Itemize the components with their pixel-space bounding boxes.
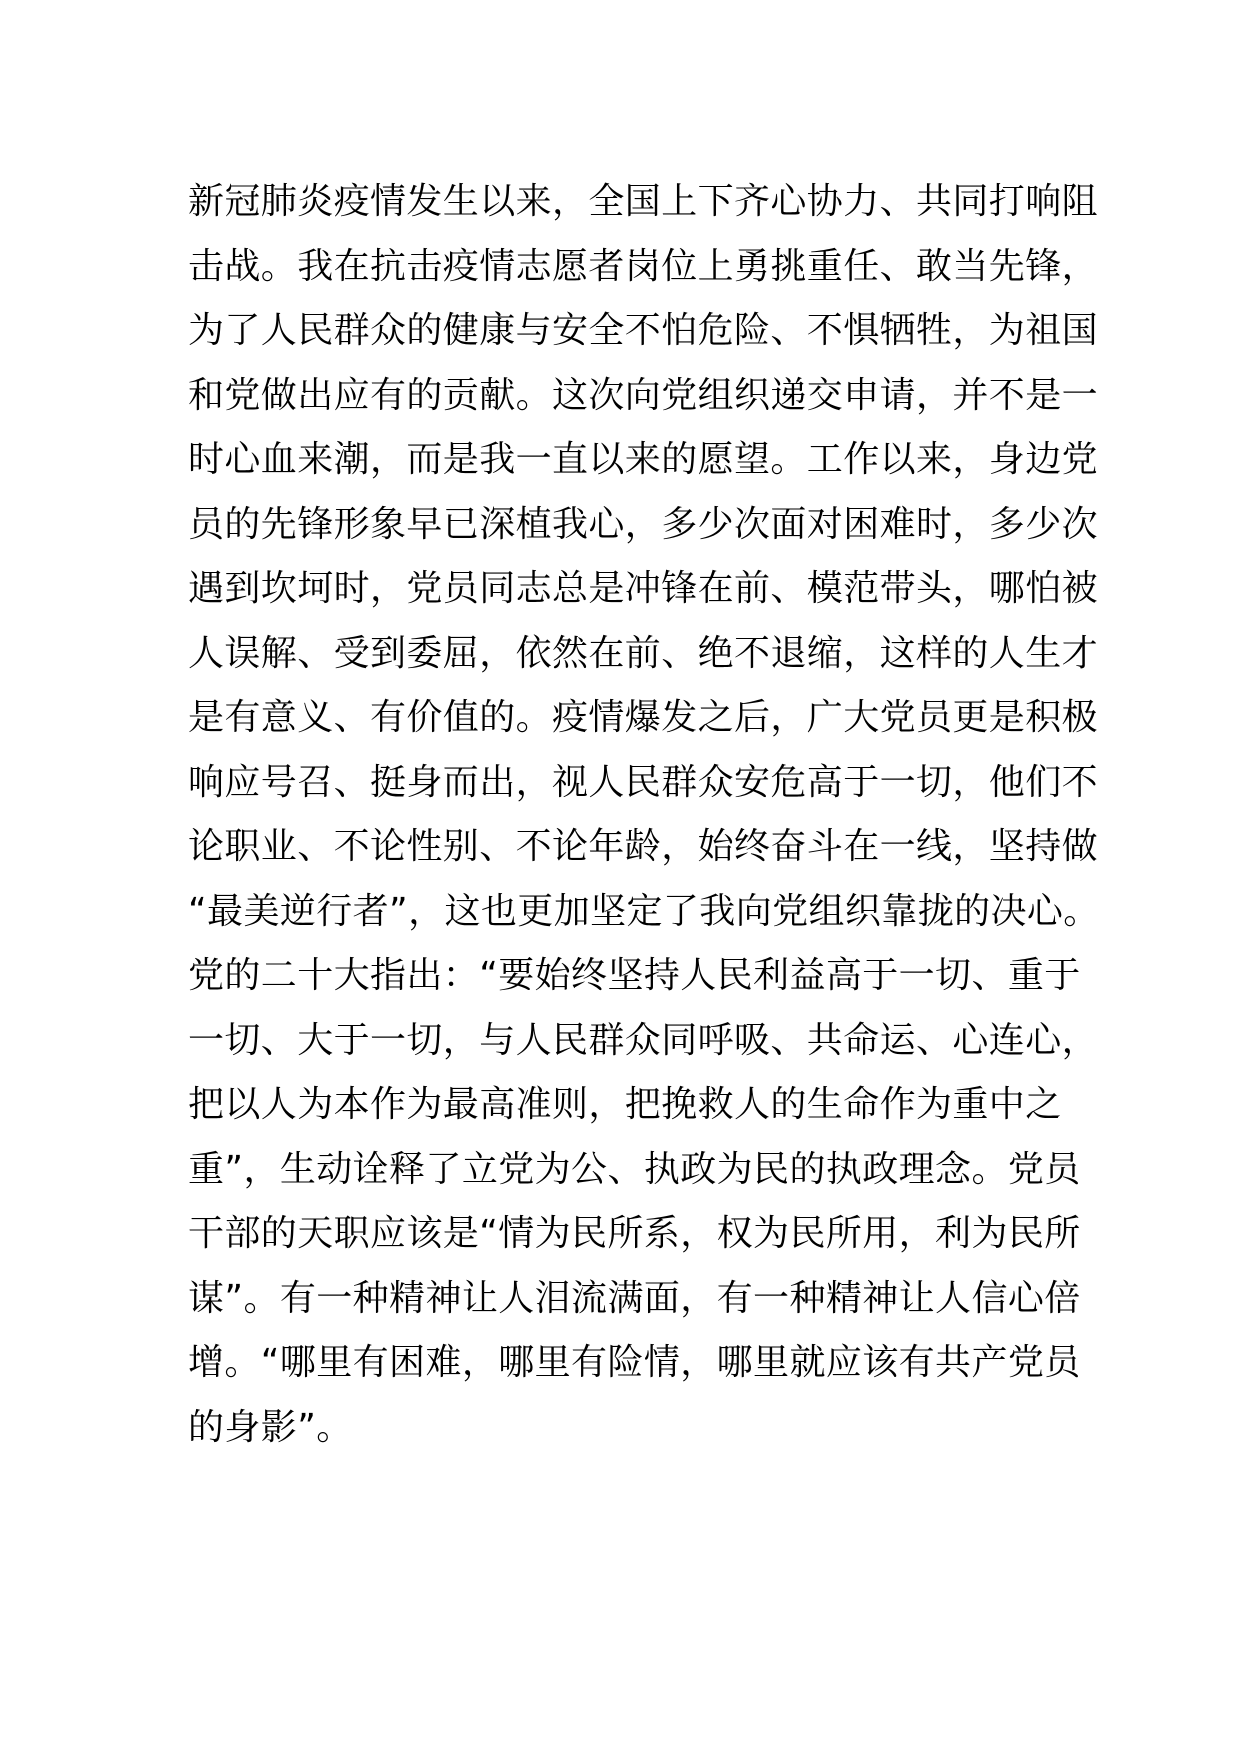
text-line-5: 时心血来潮，而是我一直以来的愿望。工作以来，身边党 (188, 439, 1099, 480)
text-line-11: 论职业、不论性别、不论年龄，始终奋斗在一线，坚持做 (188, 826, 1099, 867)
text-line-7: 遇到坎坷时，党员同志总是冲锋在前、模范带头，哪怕被 (188, 568, 1099, 609)
text-line-16: 重”，生动诠释了立党为公、执政为民的执政理念。党员 (188, 1148, 1081, 1190)
text-line-10: 响应号召、挺身而出，视人民群众安危高于一切，他们不 (188, 761, 1099, 803)
body-paragraph (188, 170, 1100, 1460)
text-line-13: 党的二十大指出：“要始终坚持人民利益高于一切、重于 (188, 955, 1081, 996)
text-line-4: 和党做出应有的贡献。这次向党组织递交申请，并不是一 (188, 374, 1099, 416)
text-line-17: 干部的天职应该是“情为民所系，权为民所用，利为民所 (188, 1213, 1081, 1254)
text-line-2: 击战。我在抗击疫情志愿者岗位上勇挑重任、敢当先锋， (188, 245, 1099, 287)
text-line-1: 新冠肺炎疫情发生以来，全国上下齐心协力、共同打响阻 (188, 181, 1099, 222)
text-line-9: 是有意义、有价值的。疫情爆发之后，广大党员更是积极 (188, 697, 1099, 738)
text-line-15: 把以人为本作为最高准则，把挽救人的生命作为重中之 (188, 1084, 1062, 1125)
text-line-3: 为了人民群众的健康与安全不怕危险、不惧牺牲，为祖国 (188, 310, 1099, 351)
text-line-20: 的身影”。 (188, 1406, 353, 1448)
text-line-18: 谋”。有一种精神让人泪流满面，有一种精神让人信心倍 (188, 1277, 1081, 1319)
text-line-6: 员的先锋形象早已深植我心，多少次面对困难时，多少次 (188, 503, 1099, 545)
text-line-12: “最美逆行者”，这也更加坚定了我向党组织靠拢的决心。 (188, 890, 1100, 932)
text-line-19: 增。“哪里有困难，哪里有险情，哪里就应该有共产党员 (188, 1342, 1081, 1383)
text-line-14: 一切、大于一切，与人民群众同呼吸、共命运、心连心， (188, 1019, 1099, 1061)
text-line-8: 人误解、受到委屈，依然在前、绝不退缩，这样的人生才 (188, 632, 1099, 674)
